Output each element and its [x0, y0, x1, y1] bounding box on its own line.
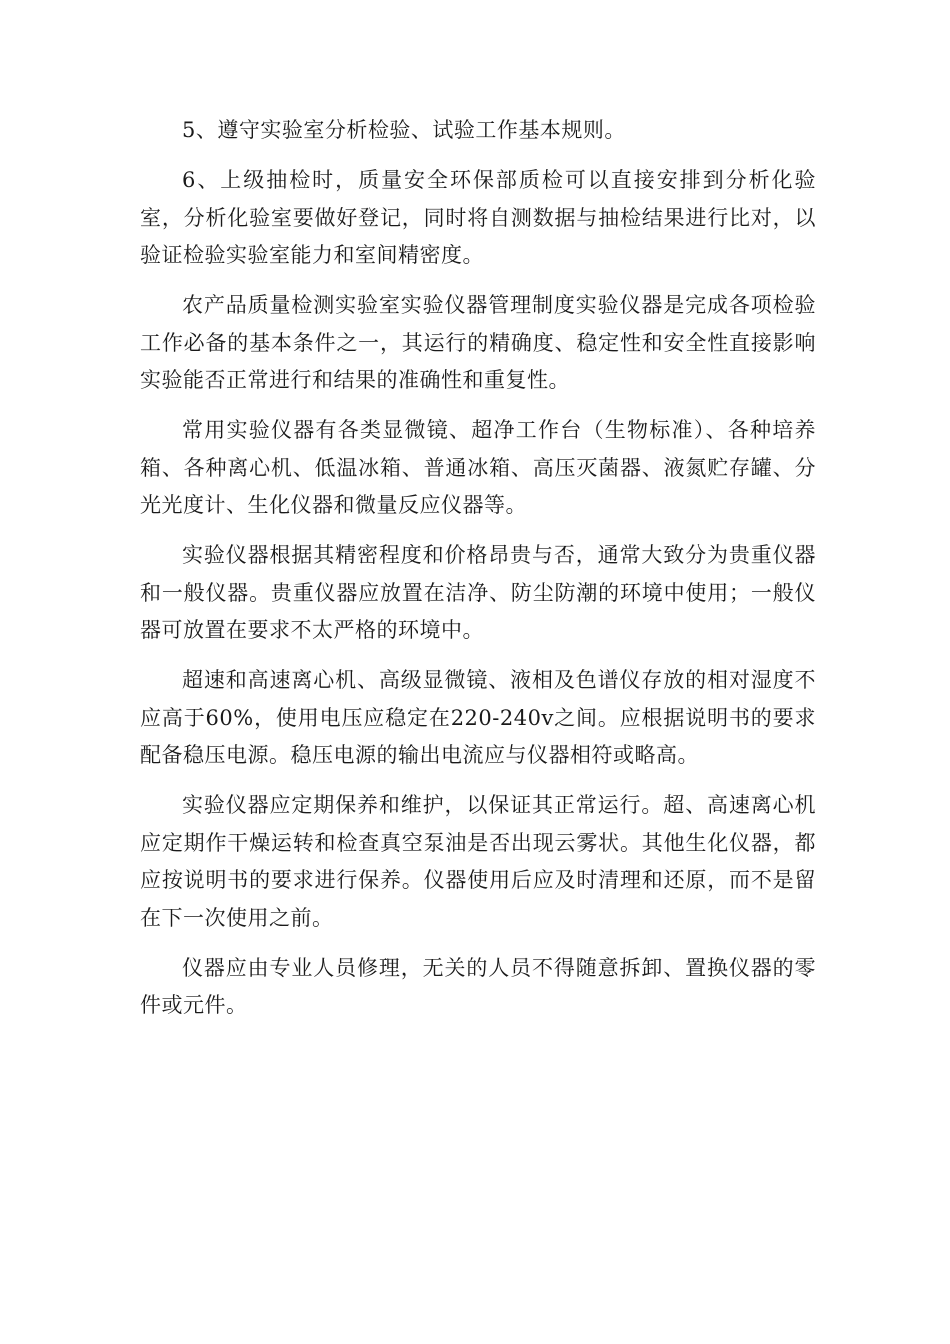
paragraph-4: 常用实验仪器有各类显微镜、超净工作台（生物标准）、各种培养箱、各种离心机、低温冰箱、普通冰箱、高压灭菌器、液氮贮存罐、分光光度计、生化仪器和微量反应仪器等。	[140, 418, 816, 517]
paragraph-5: 实验仪器根据其精密程度和价格昂贵与否，通常大致分为贵重仪器和一般仪器。贵重仪器应放置在洁净、防尘防潮的环境中使用；一般仪器可放置在要求不太严格的环境中。	[140, 543, 816, 642]
paragraph-2: 6、上级抽检时，质量安全环保部质检可以直接安排到分析化验室，分析化验室要做好登记，同时将自测数据与抽检结果进行比对，以验证检验实验室能力和室间精密度。	[140, 168, 816, 267]
paragraph-3: 农产品质量检测实验室实验仪器管理制度实验仪器是完成各项检验工作必备的基本条件之一，其运行的精确度、稳定性和安全性直接影响实验能否正常进行和结果的准确性和重复性。	[140, 293, 816, 392]
paragraph-6: 超速和高速离心机、高级显微镜、液相及色谱仪存放的相对湿度不应高于60%，使用电压应稳定在220-240v之间。应根据说明书的要求配备稳压电源。稳压电源的输出电流应与仪器相符或略高。	[140, 668, 816, 767]
document-body	[140, 112, 816, 1037]
paragraph-1: 5、遵守实验室分析检验、试验工作基本规则。	[182, 118, 626, 142]
paragraph-7: 实验仪器应定期保养和维护，以保证其正常运行。超、高速离心机应定期作干燥运转和检查真空泵油是否出现云雾状。其他生化仪器，都应按说明书的要求进行保养。仪器使用后应及时清理和还原，而不是留在下一次使用之前。	[140, 793, 816, 930]
paragraph-8: 仪器应由专业人员修理，无关的人员不得随意拆卸、置换仪器的零件或元件。	[140, 955, 816, 1017]
